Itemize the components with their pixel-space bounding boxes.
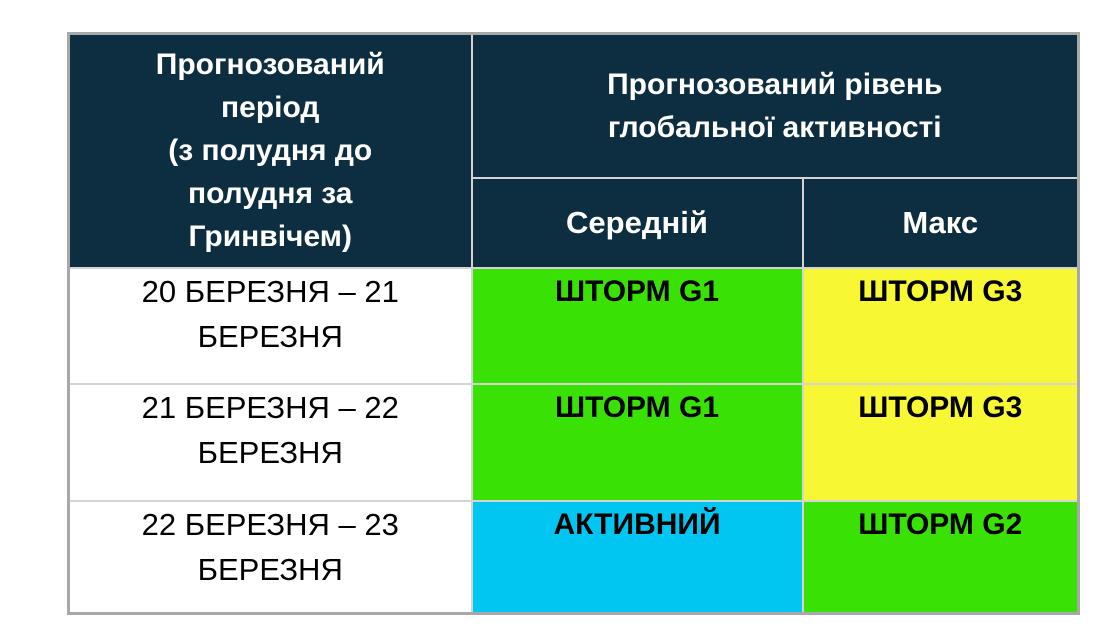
header-max: Макс (803, 178, 1079, 268)
header-period: Прогнозований період (з полудня до полудня за Гринвічем) (69, 34, 472, 268)
period-cell: 20 БЕРЕЗНЯ – 21 БЕРЕЗНЯ (69, 268, 472, 384)
header-row-main (69, 34, 1079, 178)
avg-level-cell: ШТОРМ G1 (472, 384, 803, 501)
max-level-cell: ШТОРМ G3 (803, 268, 1079, 384)
period-cell: 21 БЕРЕЗНЯ – 22 БЕРЕЗНЯ (69, 384, 472, 501)
avg-level-cell: АКТИВНИЙ (472, 501, 803, 614)
header-activity-level: Прогнозований рівень глобальної активності (472, 34, 1079, 178)
max-level-cell: ШТОРМ G2 (803, 501, 1079, 614)
table-row (69, 268, 1079, 384)
table-row (69, 501, 1079, 614)
header-avg: Середній (472, 178, 803, 268)
table-row (69, 384, 1079, 501)
period-cell: 22 БЕРЕЗНЯ – 23 БЕРЕЗНЯ (69, 501, 472, 614)
avg-level-cell: ШТОРМ G1 (472, 268, 803, 384)
forecast-table (67, 32, 1080, 615)
max-level-cell: ШТОРМ G3 (803, 384, 1079, 501)
